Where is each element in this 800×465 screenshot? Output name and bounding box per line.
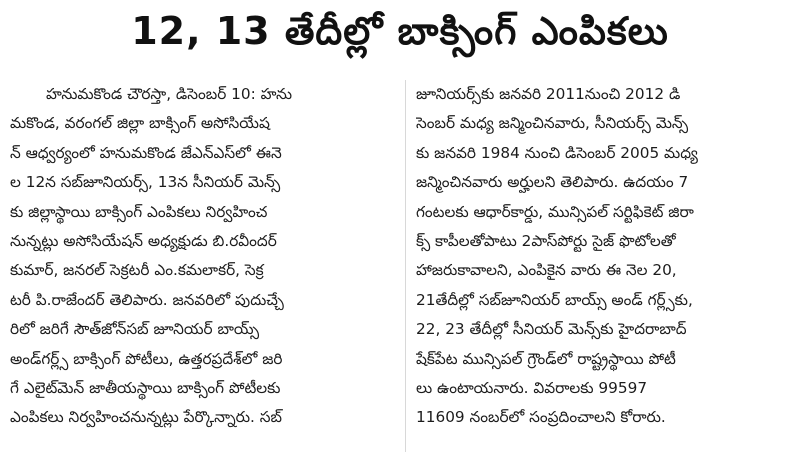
article-line: జూనియర్స్‌కు జనవరి 2011నుంచి 2012 డి: [416, 85, 681, 103]
article-line: హనుమకొండ చౌరస్తా, డిసెంబర్ 10: హను: [46, 85, 292, 103]
article-line: ల 12న సబ్‌జూనియర్స్, 13న సీనియర్ మెన్స్: [10, 173, 281, 192]
article-line: అండ్‌గర్ల్స్ బాక్సింగ్ పోటీలు, ఉత్తరప్రదేశ్‌లో జరి: [10, 349, 283, 368]
article-line: హాజరుకావాలని, ఎంపికైన వారు ఈ నెల 20,: [416, 261, 677, 280]
article-line: రిలో జరిగే సౌత్‌జోన్‌సబ్ జూనియర్ బాయ్స్: [10, 320, 260, 339]
article-line: 11609 నంబర్‌లో సంప్రదించాలని కోరారు.: [416, 408, 666, 427]
article-line: సెంబర్ మధ్య జన్మించినవారు, సీనియర్స్ మెన్స్: [416, 114, 689, 133]
article-line: 21తేదీల్లో సబ్‌జూనియర్ బాయ్స్ అండ్ గర్ల్స్‌కు,: [416, 290, 693, 309]
article-line: టరీ పి.రాజేందర్ తెలిపారు. జనవరిలో పుదుచ్చే: [10, 290, 284, 309]
article-line: జన్మించినవారు అర్హులని తెలిపారు. ఉదయం 7: [416, 173, 689, 192]
article-line: గంటలకు ఆధార్‌కార్డు, మున్సిపల్ సర్టిఫికెట్ జిరా: [416, 202, 694, 221]
article-column-right: [416, 80, 796, 433]
article-column-left: [10, 80, 395, 433]
article-line: నున్నట్లు అసోసియేషన్ అధ్యక్షుడు బి.రవీందర్: [10, 231, 277, 250]
article-line: కు జనవరి 1984 నుంచి డిసెంబర్ 2005 మధ్య: [416, 143, 698, 162]
article-line: గే ఎలైట్‌మెన్ జాతీయస్థాయి బాక్సింగ్ పోటీలకు: [10, 378, 281, 397]
article-line: 22, 23 తేదీల్లో సీనియర్ మెన్స్‌కు హైదరాబాద్: [416, 320, 687, 339]
article-line: మకొండ, వరంగల్ జిల్లా బాక్సింగ్ అసోసియేష: [10, 114, 270, 133]
article-line: షేక్‌పేట మున్సిపల్ గ్రౌండ్‌లో రాష్ట్రస్థాయి పోటీ: [416, 349, 676, 368]
article-line: ఎంపికలు నిర్వహించనున్నట్లు పేర్కొన్నారు. సబ్: [10, 408, 282, 427]
article-line: లు ఉంటాయనారు. వివరాలకు 99597: [416, 378, 648, 397]
column-divider: [405, 80, 406, 452]
headline: 12, 13 తేదీల్లో బాక్సింగ్ ఎంపికలు: [131, 9, 669, 53]
article-line: కుమార్, జనరల్ సెక్రటరీ ఎం.కమలాకర్, సెక్ర: [10, 261, 264, 280]
article-line: క్స్ కాపీలతోపాటు 2పాస్‌పోర్టు సైజ్ ఫొటోలతో: [416, 231, 676, 250]
article-line: న్ ఆధ్వర్యంలో హనుమకొండ జేఎన్ఎస్‌లో ఈనె: [10, 143, 282, 162]
article-line: కు జిల్లాస్థాయి బాక్సింగ్ ఎంపికలు నిర్వహించ: [10, 202, 268, 221]
